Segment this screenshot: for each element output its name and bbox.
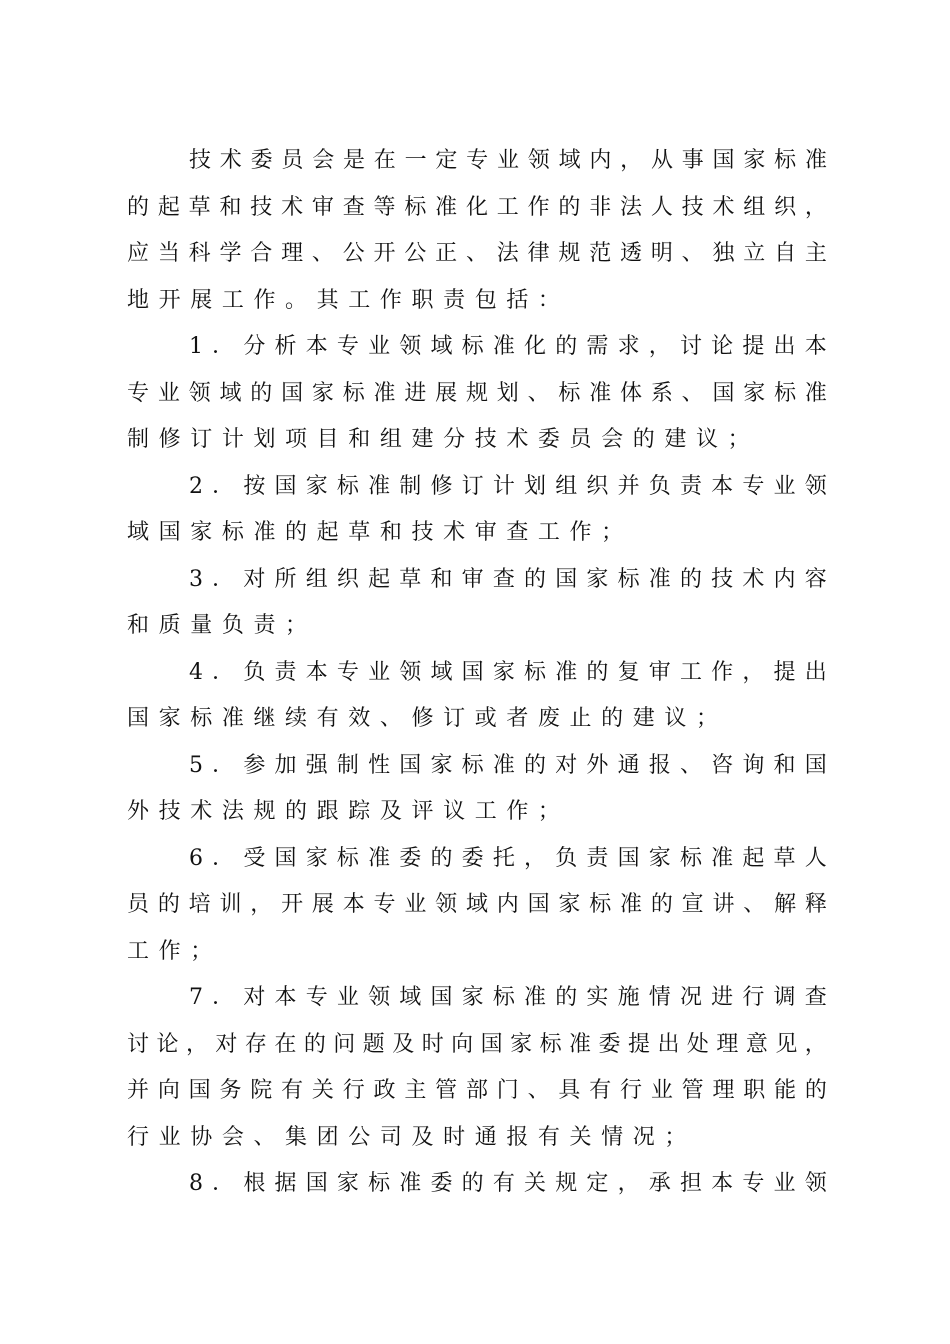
text-line: 应 当 科 学 合 理 、 公 开 公 正 、 法 律 规 范 透 明 、 独 立 自 主 (127, 241, 827, 266)
text-line: 外 技 术 法 规 的 跟 踪 及 评 议 工 作 ； (127, 799, 560, 824)
text-line: 行 业 协 会 、 集 团 公 司 及 时 通 报 有 关 情 况 ； (127, 1124, 687, 1150)
text-line: 国 家 标 准 继 续 有 效 、 修 订 或 者 废 止 的 建 议 ； (127, 706, 718, 731)
text-line: 地 开 展 工 作 。 其 工 作 职 责 包 括 ： (127, 287, 560, 313)
text-line: 技 术 委 员 会 是 在 一 定 专 业 领 域 内 ， 从 事 国 家 标 准 (189, 148, 827, 173)
text-line: 4 ． 负 责 本 专 业 领 域 国 家 标 准 的 复 审 工 作 ， 提 出 (189, 659, 827, 685)
text-line: 并 向 国 务 院 有 关 行 政 主 管 部 门 、 具 有 行 业 管 理 职 能 的 (127, 1078, 827, 1103)
text-line: 和 质 量 负 责 ； (127, 613, 308, 638)
text-line: 员 的 培 训 ， 开 展 本 专 业 领 域 内 国 家 标 准 的 宣 讲 、 解 释 (127, 892, 827, 917)
text-line: 讨 论 ， 对 存 在 的 问 题 及 时 向 国 家 标 准 委 提 出 处 理 意 见 ， (127, 1031, 827, 1057)
text-line: 制 修 订 计 划 项 目 和 组 建 分 技 术 委 员 会 的 建 议 ； (127, 427, 750, 452)
body-text (127, 138, 827, 1208)
text-line: 6 ． 受 国 家 标 准 委 的 委 托 ， 负 责 国 家 标 准 起 草 人 (189, 845, 827, 871)
text-line: 工 作 ； (127, 938, 213, 964)
text-line: 3 ． 对 所 组 织 起 草 和 审 查 的 国 家 标 准 的 技 术 内 容 (189, 566, 827, 592)
text-line: 1 ． 分 析 本 专 业 领 域 标 准 化 的 需 求 ， 讨 论 提 出 本 (189, 334, 827, 359)
text-line: 专 业 领 域 的 国 家 标 准 进 展 规 划 、 标 准 体 系 、 国 家 标 准 (127, 380, 827, 406)
text-line: 的 起 草 和 技 术 审 查 等 标 准 化 工 作 的 非 法 人 技 术 组 织 ， (127, 194, 827, 220)
text-line: 域 国 家 标 准 的 起 草 和 技 术 审 查 工 作 ； (127, 520, 624, 545)
text-line: 5 ． 参 加 强 制 性 国 家 标 准 的 对 外 通 报 、 咨 询 和 国 (189, 752, 827, 778)
text-line: 7 ． 对 本 专 业 领 域 国 家 标 准 的 实 施 情 况 进 行 调 查 (189, 985, 827, 1010)
text-line: 2 ． 按 国 家 标 准 制 修 订 计 划 组 织 并 负 责 本 专 业 领 (189, 473, 827, 499)
text-line: 8 ． 根 据 国 家 标 准 委 的 有 关 规 定 ， 承 担 本 专 业 领 (189, 1171, 827, 1196)
